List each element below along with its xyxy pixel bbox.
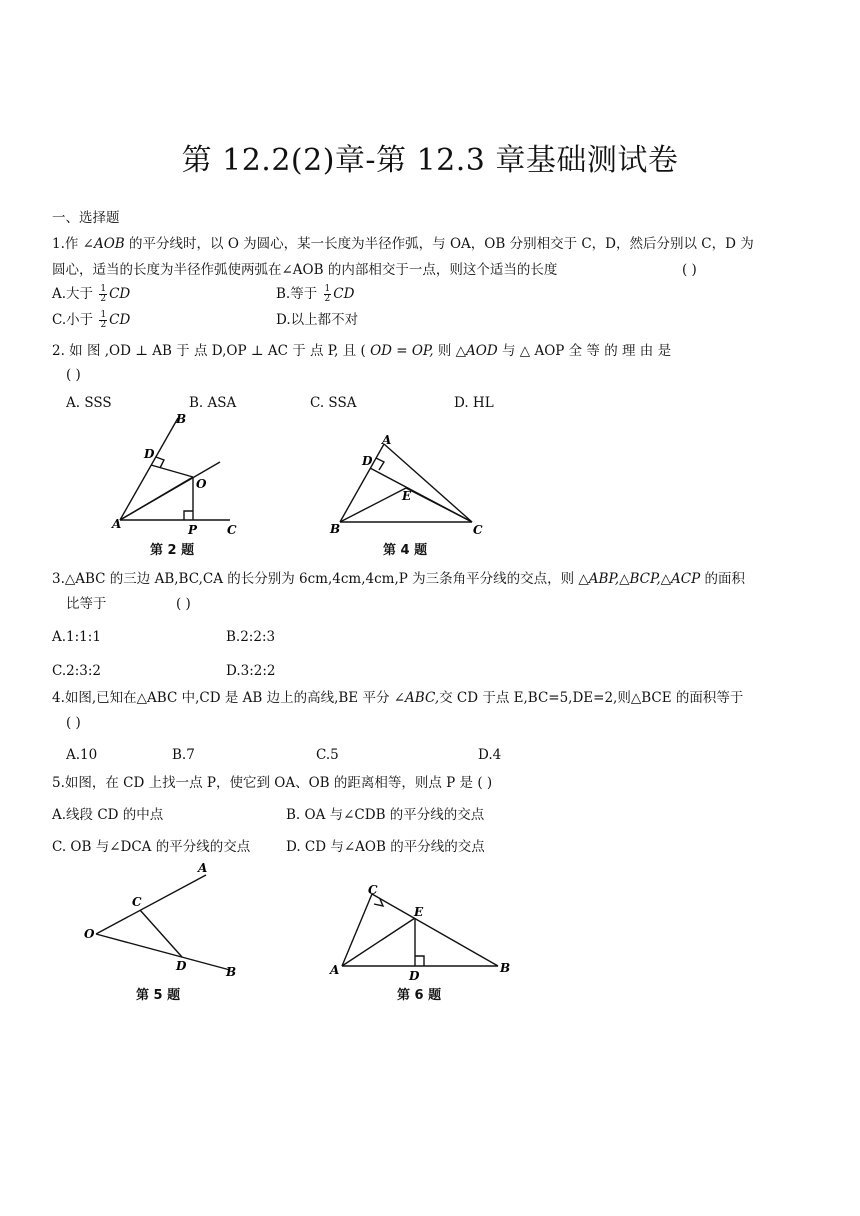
- q4-bracket: ( ): [66, 715, 81, 731]
- frac-num: 1: [324, 284, 331, 294]
- q4-text-b: 交 CD 于点 E,BC=5,DE=2,则△BCE 的面积等于: [439, 690, 744, 706]
- q3-option-d: D.3:2:2: [226, 663, 276, 679]
- fig6-label-c: C: [368, 883, 378, 897]
- fig5-label-a: A: [198, 861, 208, 875]
- q4-option-c: C.5: [316, 747, 339, 763]
- figure-2-caption: 第 2 题: [150, 543, 195, 558]
- q3-text-b: 的面积: [700, 571, 745, 587]
- q3-option-c: C.2:3:2: [52, 663, 102, 679]
- fig5-label-c: C: [132, 895, 142, 909]
- q1-cd: CD: [333, 286, 355, 302]
- fig6-label-d: D: [409, 969, 420, 980]
- frac-den: 2: [324, 294, 331, 304]
- fig5-label-d: D: [176, 959, 187, 973]
- q2-option-b: B. ASA: [189, 395, 237, 411]
- q2-text-a: 2. 如 图 ,OD ⊥ AB 于 点 D,OP ⊥ AC 于 点 P, 且 (: [52, 343, 371, 359]
- figure-6-diagram: [322, 880, 522, 980]
- figure-4-diagram: [320, 430, 495, 540]
- q1-cd: CD: [109, 312, 131, 328]
- q4-text-a: 4.如图,已知在△ABC 中,CD 是 AB 边上的高线,BE 平分: [52, 690, 394, 706]
- q3-text-a: 3.△ABC 的三边 AB,BC,CA 的长分别为 6cm,4cm,4cm,P 为三条角平分线的交点，则: [52, 571, 579, 587]
- q3-option-a: A.1:1:1: [52, 629, 101, 645]
- q5-option-a: A.线段 CD 的中点: [52, 807, 164, 823]
- fig4-label-b: B: [330, 522, 341, 536]
- fraction-half: [99, 311, 107, 330]
- fraction-half: [324, 285, 332, 304]
- q1-text-a: 1.作: [52, 236, 83, 252]
- frac-den: 2: [100, 320, 107, 330]
- figure-6-caption: 第 6 题: [397, 988, 442, 1003]
- q2-bracket: ( ): [66, 367, 81, 383]
- q2-line1: [52, 342, 671, 360]
- q2-math-aod: △AOD: [455, 343, 498, 359]
- figure-5-caption: 第 5 题: [136, 988, 181, 1003]
- figure-4-caption: 第 4 题: [383, 543, 428, 558]
- fig6-label-e: E: [414, 905, 424, 919]
- fig2-label-p: P: [188, 523, 198, 537]
- q1-text-b: 的平分线时，以 O 为圆心，某一长度为半径作弧，与 OA，OB 分别相交于 C，D，然后分别以 C，D 为: [124, 236, 754, 252]
- q5-option-d: D. CD 与∠AOB 的平分线的交点: [286, 839, 485, 855]
- fig2-label-b: B: [176, 412, 187, 426]
- q4-option-d: D.4: [478, 747, 502, 763]
- q3-option-b: B.2:2:3: [226, 629, 276, 645]
- q4-option-a: A.10: [66, 747, 98, 763]
- q2-text-tail: 与 △ AOP 全 等 的 理 由 是: [497, 343, 672, 359]
- fig2-label-a: A: [112, 517, 122, 531]
- q1-line1: [52, 235, 754, 253]
- q3-line2: 比等于: [66, 596, 107, 612]
- fig6-label-a: A: [330, 963, 340, 977]
- fraction-half: [99, 285, 107, 304]
- fig5-label-b: B: [226, 965, 237, 979]
- q4-math-angle: ∠ABC,: [393, 690, 440, 706]
- q5-option-c: C. OB 与∠DCA 的平分线的交点: [52, 839, 251, 855]
- q3-math-triangles: △ABP,△BCP,△ACP: [578, 571, 701, 587]
- q1-option-c-label: C.小于: [52, 312, 98, 328]
- q5-option-b: B. OA 与∠CDB 的平分线的交点: [286, 807, 485, 823]
- q2-option-a: A. SSS: [66, 395, 112, 411]
- fig6-label-b: B: [500, 961, 511, 975]
- section-heading: 一、选择题: [52, 210, 120, 226]
- q1-bracket: ( ): [682, 262, 697, 278]
- fig5-label-o: O: [84, 927, 95, 941]
- fig4-label-c: C: [473, 523, 483, 537]
- q5-line1: 5.如图，在 CD 上找一点 P，使它到 OA、OB 的距离相等，则点 P 是 ( ): [52, 775, 493, 791]
- fig2-label-d: D: [144, 447, 155, 461]
- fig4-label-a: A: [382, 433, 392, 447]
- q2-text-mid: 则: [433, 343, 456, 359]
- frac-den: 2: [100, 294, 107, 304]
- q4-line1: [52, 689, 743, 707]
- q3-bracket: ( ): [176, 596, 191, 612]
- q1-option-c: [52, 311, 130, 330]
- frac-num: 1: [100, 310, 107, 320]
- q2-option-c: C. SSA: [310, 395, 357, 411]
- q1-line2: 圆心，适当的长度为半径作弧使两弧在∠AOB 的内部相交于一点，则这个适当的长度: [52, 262, 558, 278]
- q1-option-d: D.以上都不对: [276, 312, 359, 328]
- q1-math-angle: ∠AOB: [82, 236, 125, 252]
- q1-cd: CD: [109, 286, 131, 302]
- figure-2-diagram: [100, 410, 250, 540]
- q2-math-od-op: OD = OP,: [370, 343, 434, 359]
- q1-option-b-label: B.等于: [276, 286, 322, 302]
- q4-option-b: B.7: [172, 747, 195, 763]
- page-title: 第 12.2(2)章-第 12.3 章基础测试卷: [181, 143, 679, 178]
- q1-option-a: [52, 285, 130, 304]
- q2-option-d: D. HL: [454, 395, 494, 411]
- frac-num: 1: [100, 284, 107, 294]
- q3-line1: [52, 570, 745, 588]
- fig2-label-c: C: [227, 523, 237, 537]
- figure-5-diagram: [80, 858, 240, 980]
- fig4-label-d: D: [362, 454, 373, 468]
- fig2-label-o: O: [196, 477, 207, 491]
- q1-option-b: [276, 285, 354, 304]
- q1-option-a-label: A.大于: [52, 286, 98, 302]
- fig4-label-e: E: [402, 489, 412, 503]
